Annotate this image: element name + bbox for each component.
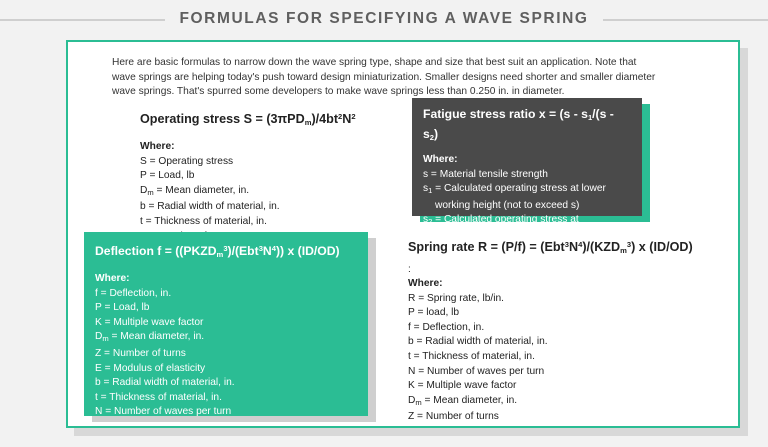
operating-stress-sup-2b: 2 [351, 112, 356, 121]
page-title: FORMULAS FOR SPECIFYING A WAVE SPRING [179, 10, 589, 27]
formula-variable-line: R = Spring rate, lb/in. [408, 292, 504, 304]
operating-stress-where-label: Where: [140, 141, 175, 152]
operating-stress-lines [140, 155, 410, 245]
formula-variable-line: P = Load, lb [140, 170, 195, 182]
formula-variable-line: f = Deflection, in. [408, 321, 485, 333]
formula-variable-line: b = Radial width of material, in. [140, 201, 280, 213]
fatigue-where-label: Where: [423, 154, 458, 165]
formula-block-spring-rate [408, 236, 708, 425]
spring-rate-lines [408, 292, 708, 425]
operating-stress-heading [140, 108, 410, 131]
formula-variable-line: $D_m$ = Mean diameter, in. [408, 394, 518, 407]
spring-rate-heading [408, 236, 708, 259]
deflection-heading-mid: )/(Ebt [227, 244, 259, 258]
operating-stress-heading-mid: )/4bt [311, 112, 339, 126]
page-title-bar [0, 0, 768, 38]
deflection-sup-3: 3 [223, 244, 228, 253]
spring-rate-sup-3b: 3 [626, 240, 632, 249]
operating-stress-body [140, 140, 410, 244]
operating-stress-heading-prefix: Operating stress S = (3πPD [140, 112, 305, 126]
deflection-sub-m: m [216, 250, 224, 259]
spring-rate-heading-mid: N [568, 240, 579, 254]
formula-variable-line: $D_m$ = Mean diameter, in. [95, 331, 205, 344]
spring-rate-heading-suffix: ) x (ID/OD) [631, 240, 693, 254]
deflection-heading-suffix: )) x (ID/OD) [275, 244, 340, 258]
fatigue-heading [423, 106, 632, 146]
spring-rate-sub-m: m [620, 246, 627, 255]
spring-rate-colon: : [408, 264, 411, 275]
operating-stress-sub-m: m [304, 118, 312, 127]
fatigue-body [423, 153, 632, 245]
formula-variable-line: $D_m$ = Mean diameter, in. [140, 184, 250, 197]
formula-variable-line: $s_2$ = Calculated operating stress at [423, 214, 579, 227]
formula-variable-line: N = Number of waves per turn [95, 406, 232, 418]
formula-variable-line: K = Multiple wave factor [408, 380, 517, 392]
formula-variable-line: K = Multiple wave factor [95, 316, 204, 328]
spring-rate-body [408, 264, 708, 425]
formula-variable-line: b = Radial width of material, in. [95, 377, 235, 389]
title-rule-right [603, 19, 768, 21]
formula-block-operating-stress [140, 108, 410, 244]
formula-variable-line: N = Number of waves per turn [408, 365, 545, 377]
formula-variable-line: Z = Number of turns [408, 411, 499, 423]
fatigue-lines [423, 168, 632, 245]
intro-paragraph: Here are basic formulas to narrow down the wave spring type, shape and size that best suit an application. Note that wave springs are helping today's push toward design miniaturization. Smaller designs need shorter and smaller diameter wave springs. That's spurred some developers to make wave springs less than 0.250 in. in diameter. [112, 57, 656, 97]
fatigue-heading-suffix: ) [434, 127, 439, 141]
deflection-where-label: Where: [95, 273, 130, 284]
operating-stress-sup-2a: 2 [338, 112, 343, 121]
formula-variable-line: t = Thickness of material, in. [95, 391, 222, 403]
spring-rate-sup-4: 4 [578, 240, 583, 249]
title-rule-left [0, 19, 165, 21]
deflection-sup-3b: 3 [258, 244, 263, 253]
formula-variable-line: Z = Number of turns [95, 347, 186, 359]
formula-variable-line: s = Material tensile strength [423, 168, 548, 180]
formula-variable-line: t = Thickness of material, in. [140, 215, 267, 227]
formula-variable-line: P = Load, lb [95, 302, 150, 314]
formula-variable-line: working height (not to exceed s) [435, 199, 580, 211]
spring-rate-sup-3: 3 [564, 240, 569, 249]
spring-rate-heading-mid2: )/(KZD [582, 240, 621, 254]
fatigue-heading-prefix: Fatigue stress ratio x = (s - s [423, 107, 588, 121]
spring-rate-heading-prefix: Spring rate R = (P/f) = (Ebt [408, 240, 565, 254]
formula-variable-line: E = Modulus of elasticity [95, 362, 206, 374]
fatigue-sub-1: 1 [587, 113, 593, 122]
formula-block-deflection [84, 232, 368, 416]
operating-stress-heading-suffix: N [342, 112, 352, 126]
deflection-heading [95, 240, 358, 263]
formula-variable-line: $s_1$ = Calculated operating stress at lower [423, 183, 606, 196]
formula-block-fatigue-stress-ratio [412, 98, 642, 242]
formula-variable-line: b = Radial width of material, in. [408, 336, 548, 348]
formula-variable-line: upper working height [435, 230, 530, 242]
deflection-heading-mid2: N [262, 244, 272, 258]
deflection-heading-prefix: Deflection f = ((PKZD [95, 244, 217, 258]
formula-variable-line: S = Operating stress [140, 155, 234, 167]
fatigue-sub-2: 2 [429, 133, 435, 142]
fatigue-heading-mid: /(s - s [423, 107, 614, 141]
deflection-body [95, 272, 358, 420]
formula-variable-line: t = Thickness of material, in. [408, 350, 535, 362]
spring-rate-where-label: Where: [408, 278, 443, 289]
formula-variable-line: f = Deflection, in. [95, 287, 172, 299]
deflection-lines [95, 287, 358, 420]
deflection-sup-4: 4 [271, 244, 276, 253]
formula-variable-line: P = load, lb [408, 307, 460, 319]
